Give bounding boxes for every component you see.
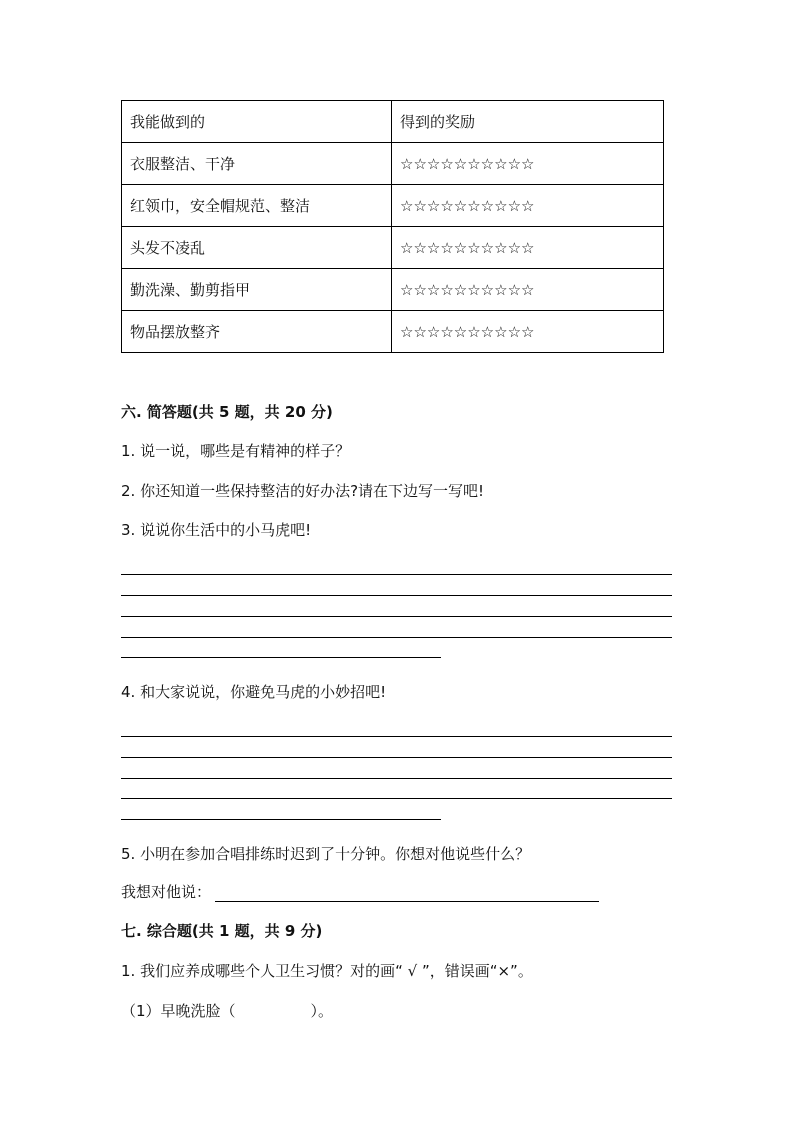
table-cell-stars: ☆☆☆☆☆☆☆☆☆☆ — [392, 311, 664, 353]
section-7-title: 七. 综合题(共 1 题，共 9 分) — [121, 922, 323, 940]
question-6-4: 4. 和大家说说，你避免马虎的小妙招吧! — [121, 683, 387, 701]
question-7-1: 1. 我们应养成哪些个人卫生习惯？对的画“ √ ”，错误画“×”。 — [121, 962, 533, 980]
table-cell-item: 头发不凌乱 — [122, 227, 392, 269]
table-row — [122, 143, 664, 185]
answer-line[interactable] — [121, 757, 672, 758]
table-cell-item: 物品摆放整齐 — [122, 311, 392, 353]
answer-line[interactable] — [121, 778, 672, 779]
section-6-title: 六. 简答题(共 5 题，共 20 分) — [121, 403, 333, 421]
answer-prompt-row — [121, 881, 599, 902]
answer-line[interactable] — [121, 736, 672, 737]
answer-line[interactable] — [121, 616, 672, 617]
question-6-2: 2. 你还知道一些保持整洁的好办法?请在下边写一写吧! — [121, 482, 485, 500]
table-header-cell: 得到的奖励 — [392, 101, 664, 143]
answer-line[interactable] — [121, 819, 441, 820]
table-cell-item: 红领巾，安全帽规范、整洁 — [122, 185, 392, 227]
reward-table — [121, 100, 664, 353]
question-7-1-item-1: （1）早晚洗脸（ ）。 — [121, 1002, 334, 1020]
answer-line[interactable] — [121, 595, 672, 596]
table-row — [122, 311, 664, 353]
question-6-1: 1. 说一说，哪些是有精神的样子？ — [121, 442, 351, 460]
table-cell-stars: ☆☆☆☆☆☆☆☆☆☆ — [392, 269, 664, 311]
answer-blank-line[interactable] — [215, 887, 599, 902]
table-row — [122, 269, 664, 311]
question-6-5: 5. 小明在参加合唱排练时迟到了十分钟。你想对他说些什么？ — [121, 845, 531, 863]
table-cell-stars: ☆☆☆☆☆☆☆☆☆☆ — [392, 143, 664, 185]
table-cell-stars: ☆☆☆☆☆☆☆☆☆☆ — [392, 227, 664, 269]
table-cell-item: 勤洗澡、勤剪指甲 — [122, 269, 392, 311]
table-header-cell: 我能做到的 — [122, 101, 392, 143]
table-header-row — [122, 101, 664, 143]
answer-line[interactable] — [121, 574, 672, 575]
answer-line[interactable] — [121, 657, 441, 658]
answer-prompt-label: 我想对他说： — [121, 883, 212, 901]
table-row — [122, 185, 664, 227]
answer-line[interactable] — [121, 798, 672, 799]
question-6-3: 3. 说说你生活中的小马虎吧! — [121, 521, 312, 539]
answer-line[interactable] — [121, 637, 672, 638]
table-cell-item: 衣服整洁、干净 — [122, 143, 392, 185]
table-cell-stars: ☆☆☆☆☆☆☆☆☆☆ — [392, 185, 664, 227]
table-row — [122, 227, 664, 269]
